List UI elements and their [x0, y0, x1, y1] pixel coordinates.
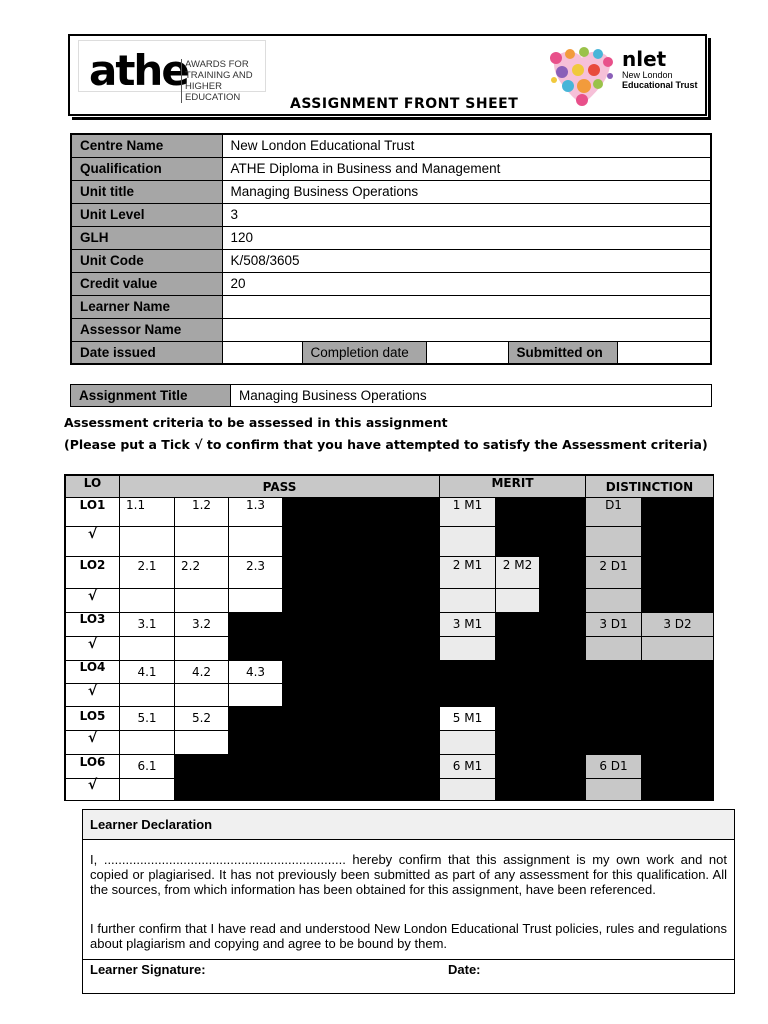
completion-date-label: Completion date — [302, 341, 426, 364]
assignment-title-value: Managing Business Operations — [231, 385, 712, 407]
date-issued-label: Date issued — [71, 341, 222, 364]
tick-box-6-d1[interactable] — [585, 778, 642, 801]
criteria-instruction: (Please put a Tick √ to confirm that you have attempted to satisfy the Assessment criteria) — [64, 437, 708, 452]
tick-box-4-3[interactable] — [228, 683, 283, 707]
tick-box-3-2[interactable] — [174, 636, 229, 661]
tick-box-1-m1[interactable] — [439, 526, 496, 557]
athe-logo — [78, 40, 266, 103]
lo6-label: LO6 — [65, 754, 120, 779]
completion-date-field[interactable] — [426, 341, 508, 364]
assessor-name-field[interactable] — [222, 318, 711, 341]
tick-box-d1[interactable] — [585, 526, 642, 557]
lo4-label: LO4 — [65, 660, 120, 684]
tick-box-2-m2[interactable] — [495, 588, 540, 613]
column-header-pass: PASS — [119, 475, 440, 498]
criterion-4-1: 4.1 — [119, 660, 175, 684]
tick-mark: √ — [65, 636, 120, 661]
nlet-logo-text: nlet New London Educational Trust — [622, 47, 698, 90]
tick-box-2-1[interactable] — [119, 588, 175, 613]
table-row — [71, 226, 711, 249]
table-row — [71, 157, 711, 180]
table-row — [71, 341, 711, 364]
tick-mark: √ — [65, 526, 120, 557]
tick-box-3-d1[interactable] — [585, 636, 642, 661]
tick-box-1-1[interactable] — [119, 526, 175, 557]
assessment-criteria-grid — [64, 474, 714, 801]
lo5-label: LO5 — [65, 706, 120, 731]
assessor-name-label: Assessor Name — [71, 318, 222, 341]
tick-mark: √ — [65, 683, 120, 707]
tick-box-2-m1[interactable] — [439, 588, 496, 613]
criterion-2-m1: 2 M1 — [439, 556, 496, 589]
criterion-1-3: 1.3 — [228, 497, 283, 527]
tick-mark: √ — [65, 588, 120, 613]
tick-box-3-1[interactable] — [119, 636, 175, 661]
unit-title-label: Unit title — [71, 180, 222, 203]
criterion-1-m1: 1 M1 — [439, 497, 496, 527]
tick-box-3-m1[interactable] — [439, 636, 496, 661]
submitted-on-label: Submitted on — [508, 341, 617, 364]
lo3-label: LO3 — [65, 612, 120, 637]
criterion-6-m1: 6 M1 — [439, 754, 496, 779]
criterion-2-3: 2.3 — [228, 556, 283, 589]
tick-box-5-m1[interactable] — [439, 730, 496, 755]
criterion-6-d1: 6 D1 — [585, 754, 642, 779]
criterion-2-d1: 2 D1 — [585, 556, 642, 589]
criteria-heading: Assessment criteria to be assessed in this assignment — [64, 415, 448, 430]
unit-title-value: Managing Business Operations — [222, 180, 711, 203]
athe-logo-word: athe — [89, 46, 188, 95]
tick-box-1-3[interactable] — [228, 526, 283, 557]
credit-value-value: 20 — [222, 272, 711, 295]
assignment-info-table — [70, 133, 712, 365]
criterion-2-m2: 2 M2 — [495, 556, 540, 589]
criterion-2-1: 2.1 — [119, 556, 175, 589]
assignment-title-table — [70, 384, 712, 407]
learner-name-label: Learner Name — [71, 295, 222, 318]
glh-label: GLH — [71, 226, 222, 249]
criterion-3-d2: 3 D2 — [641, 612, 714, 637]
declaration-heading: Learner Declaration — [83, 810, 734, 840]
unit-code-value: K/508/3605 — [222, 249, 711, 272]
criterion-5-1: 5.1 — [119, 706, 175, 731]
unit-code-label: Unit Code — [71, 249, 222, 272]
learner-name-field[interactable] — [222, 295, 711, 318]
column-header-lo: LO — [65, 475, 120, 498]
criterion-4-3: 4.3 — [228, 660, 283, 684]
tick-box-1-2[interactable] — [174, 526, 229, 557]
criterion-5-m1: 5 M1 — [439, 706, 496, 731]
column-header-merit: MERIT — [439, 475, 586, 498]
tick-box-5-1[interactable] — [119, 730, 175, 755]
criterion-2-2: 2.2 — [174, 556, 229, 589]
tick-box-4-1[interactable] — [119, 683, 175, 707]
tick-box-4-2[interactable] — [174, 683, 229, 707]
qualification-value: ATHE Diploma in Business and Management — [222, 157, 711, 180]
tick-box-5-2[interactable] — [174, 730, 229, 755]
criterion-3-d1: 3 D1 — [585, 612, 642, 637]
tick-box-2-2[interactable] — [174, 588, 229, 613]
glh-value: 120 — [222, 226, 711, 249]
submitted-on-field[interactable] — [617, 341, 711, 364]
table-row — [71, 180, 711, 203]
table-row — [71, 134, 711, 157]
nlet-logo-icon — [546, 44, 618, 112]
criterion-4-2: 4.2 — [174, 660, 229, 684]
page-title: ASSIGNMENT FRONT SHEET — [290, 96, 519, 112]
assignment-title-label: Assignment Title — [71, 385, 231, 407]
table-row — [71, 385, 712, 407]
tick-box-2-d1[interactable] — [585, 588, 642, 613]
learner-signature-field[interactable] — [223, 960, 433, 990]
qualification-label: Qualification — [71, 157, 222, 180]
criterion-1-1: 1.1 — [119, 497, 175, 527]
tick-mark: √ — [65, 730, 120, 755]
criterion-3-1: 3.1 — [119, 612, 175, 637]
date-label: Date: — [448, 962, 481, 977]
table-row — [71, 249, 711, 272]
tick-box-2-3[interactable] — [228, 588, 283, 613]
tick-box-6-m1[interactable] — [439, 778, 496, 801]
criterion-6-1: 6.1 — [119, 754, 175, 779]
criterion-3-m1: 3 M1 — [439, 612, 496, 637]
tick-box-3-d2[interactable] — [641, 636, 714, 661]
learner-declaration — [82, 809, 735, 994]
tick-box-6-1[interactable] — [119, 778, 175, 801]
document-header — [68, 34, 707, 116]
declaration-paragraph-2: I further confirm that I have read and understood New London Educational Trust policies, rules and regulations about plagiarism and copying and agree to be bound by them. — [90, 921, 727, 951]
table-row — [71, 295, 711, 318]
column-header-distinction: DISTINCTION — [585, 475, 714, 498]
date-field[interactable] — [493, 960, 723, 990]
criterion-1-2: 1.2 — [174, 497, 229, 527]
credit-value-label: Credit value — [71, 272, 222, 295]
table-row — [71, 318, 711, 341]
table-row — [71, 272, 711, 295]
learner-signature-label: Learner Signature: — [90, 962, 206, 977]
declaration-paragraph-1: I, ................................................................... hereby confirm that this assignment is my own work and not copied or plagiarised. It has not previously been submitted as part of any assessment for this qualification. All the sources, from which information has been obtained for this assignment, have been referenced. — [90, 852, 727, 897]
table-row — [71, 203, 711, 226]
lo1-label: LO1 — [65, 497, 120, 527]
criterion-3-2: 3.2 — [174, 612, 229, 637]
centre-name-value: New London Educational Trust — [222, 134, 711, 157]
unit-level-value: 3 — [222, 203, 711, 226]
centre-name-label: Centre Name — [71, 134, 222, 157]
unit-level-label: Unit Level — [71, 203, 222, 226]
lo2-label: LO2 — [65, 556, 120, 589]
tick-mark: √ — [65, 778, 120, 801]
criterion-5-2: 5.2 — [174, 706, 229, 731]
criterion-d1: D1 — [585, 497, 642, 527]
date-issued-field[interactable] — [222, 341, 302, 364]
athe-logo-subtitle: AWARDS FOR TRAINING AND HIGHER EDUCATION — [181, 59, 265, 103]
